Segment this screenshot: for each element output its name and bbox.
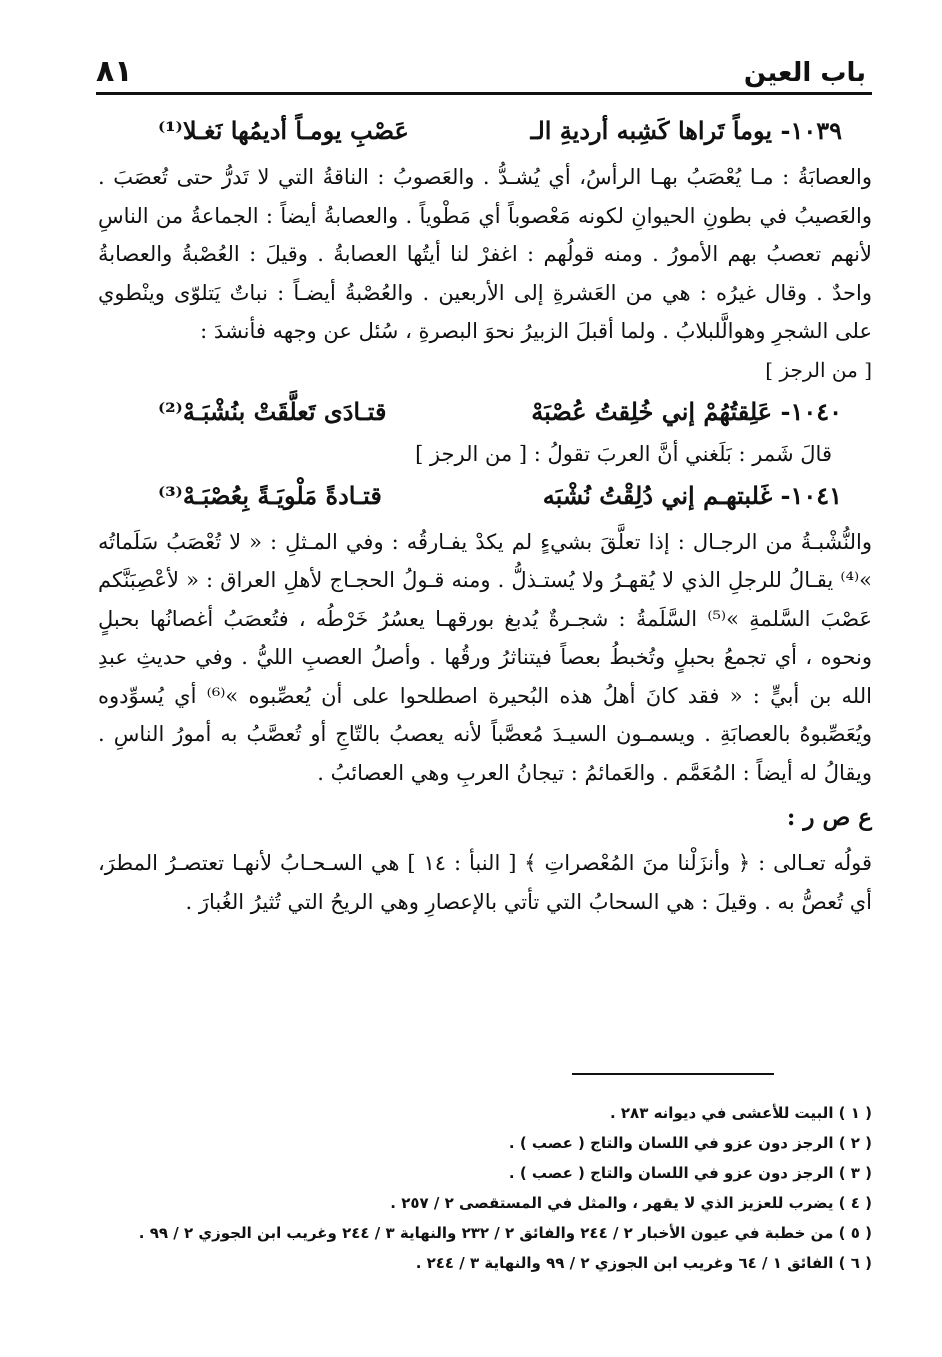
verse-1039 bbox=[98, 108, 872, 154]
footnote: ( ٣ ) الرجز دون عزو في اللسان والتاج ( عصب ) . bbox=[508, 1164, 872, 1182]
verse-hemistich-right: ١٠٤١- غَلبتهـم إني دُلِقْتُ نُشْبَه bbox=[542, 480, 842, 510]
verse-hemistich-left: عَصْبِ يومـاً أديمُها نَغـلا⁽¹⁾ bbox=[158, 116, 409, 145]
footnote: ( ٤ ) يضرب للعزيز الذي لا يقهر ، والمثل في المستقصى ٢ / ٢٥٧ . bbox=[390, 1194, 872, 1212]
footnote: ( ١ ) البيت للأعشى في ديوانه ٢٨٣ . bbox=[609, 1104, 872, 1122]
page-body bbox=[98, 108, 872, 921]
chapter-title: باب العين bbox=[743, 58, 866, 88]
verse-hemistich-right: ١٠٣٩- يوماً تَراها كَشِبه أرديةِ الـ bbox=[530, 116, 842, 145]
footnote: ( ٦ ) الفائق ١ / ٦٤ وغريب ابن الجوزي ٢ / ٩٩ والنهاية ٣ / ٢٤٤ . bbox=[415, 1254, 872, 1272]
narration-line: قالَ شَمر : بَلَغني أنَّ العربَ تقولُ : [ من الرجز ] bbox=[415, 441, 832, 466]
page-header bbox=[96, 52, 872, 95]
footnote: ( ٢ ) الرجز دون عزو في اللسان والتاج ( عصب ) . bbox=[508, 1134, 872, 1152]
footnote: ( ٥ ) من خطبة في عيون الأخبار ٢ / ٢٤٤ والفائق ٢ / ٢٣٢ والنهاية ٣ / ٢٤٤ وغريب ابن الجوزي ٢ / ٩٩ . bbox=[138, 1224, 872, 1242]
verse-hemistich-left: قتـادةً مَلْويَـةً بِعُصْبَـهْ⁽³⁾ bbox=[158, 480, 382, 510]
verse-1041 bbox=[98, 473, 872, 519]
root-heading: ع ص ر : bbox=[786, 804, 872, 831]
verse-1040 bbox=[98, 389, 872, 435]
paragraph: والعصابَةُ : مـا يُعْصَبُ بهـا الرأسُ، أي يُشـدُّ . والعَصوبُ : الناقةُ التي لا تَدرُّ حتى تُعصَبَ . والعَصيبُ في بطونِ الحيوانِ لكونه مَعْصوباً أي مَطْوياً . والعصابةُ أيضاً : الجماعةُ من الناسِ لأنهم تعصبُ بهم الأمورُ . ومنه قولُهم : اغفرْ لنا أيتُها العصابةُ . وقيلَ : العُصْبةُ والعصابةُ واحدٌ . وقال غيرُه : هي من العَشرةِ إلى الأربعين . والعُصْبةُ أيضـاً : نباتٌ يَتلوّى وينْطوي على الشجرِ وهوالَّلبلابُ . ولما أقبلَ الزبيرُ نحوَ البصرةِ ، سُئل عن وجهه فأنشدَ : bbox=[98, 165, 872, 343]
footnote-divider bbox=[572, 1073, 774, 1075]
verse-hemistich-right: ١٠٤٠- عَلِقتُهُمْ إني خُلِقتُ عُصْبَهْ bbox=[531, 396, 842, 426]
paragraph: والنُّشْبـةُ من الرجـال : إذا تعلَّقَ بشيءٍ لم يكدْ يفـارقُه : وفي المـثلِ : « لا تُعْصَبُ سَلَماتُه »⁽⁴⁾ يقـالُ للرجلِ الذي لا يُقهـرُ ولا يُستـذلُّ . ومنه قـولُ الحجـاج لأهلِ العراق : « لأعْصِبَنَّكم عَصْبَ السَّلمةِ »⁽⁵⁾ السَّلَمةُ : شجـرةٌ يُدبغ بورقهـا يعسُرُ خَرْطُه ، فتُعصَبُ أغصانُها بحبلٍ ونحوه ، أي تجمعُ بحبلٍ وتُخبطُ بعصاً فيتناثرُ ورقُها . وأصلُ العصبِ الليُّ . وفي حديثِ عبدِ الله بن أبيٍّ : « فقد كانَ أهلُ هذه البُحيرة اصطلحوا على أن يُعصِّبوه »⁽⁶⁾ أي يُسوِّدوه ويُعَصِّبوهُ بالعصابَةِ . ويسمـون السيـدَ مُعصَّباً لأنه يعصبُ بالتّاجِ أو تُعصَّبُ به أمورُ الناسِ . ويقالُ له أيضاً : المُعَمَّم . والعَمائمُ : تيجانُ العربِ وهي العصائبُ . bbox=[98, 529, 872, 785]
verse-hemistich-left: قتـادَى تَعلَّقَتْ بنُشْبَـهْ⁽²⁾ bbox=[158, 396, 387, 426]
footnotes bbox=[98, 1098, 872, 1278]
page-number: ٨١ bbox=[96, 54, 133, 89]
meter-label: [ من الرجز ] bbox=[765, 357, 872, 382]
paragraph: قولُه تعـالى : ﴿ وأنزَلْنا منَ المُعْصراتِ ﴾ [ النبأ : ١٤ ] هي السـحـابُ لأنهـا تعتصـرُ المطرَ، أي تُعصُّ به . وقيلَ : هي السحابُ التي تأتي بالإعصارِ وهي الريحُ التي تُثيرُ الغُبارَ . bbox=[98, 851, 872, 914]
